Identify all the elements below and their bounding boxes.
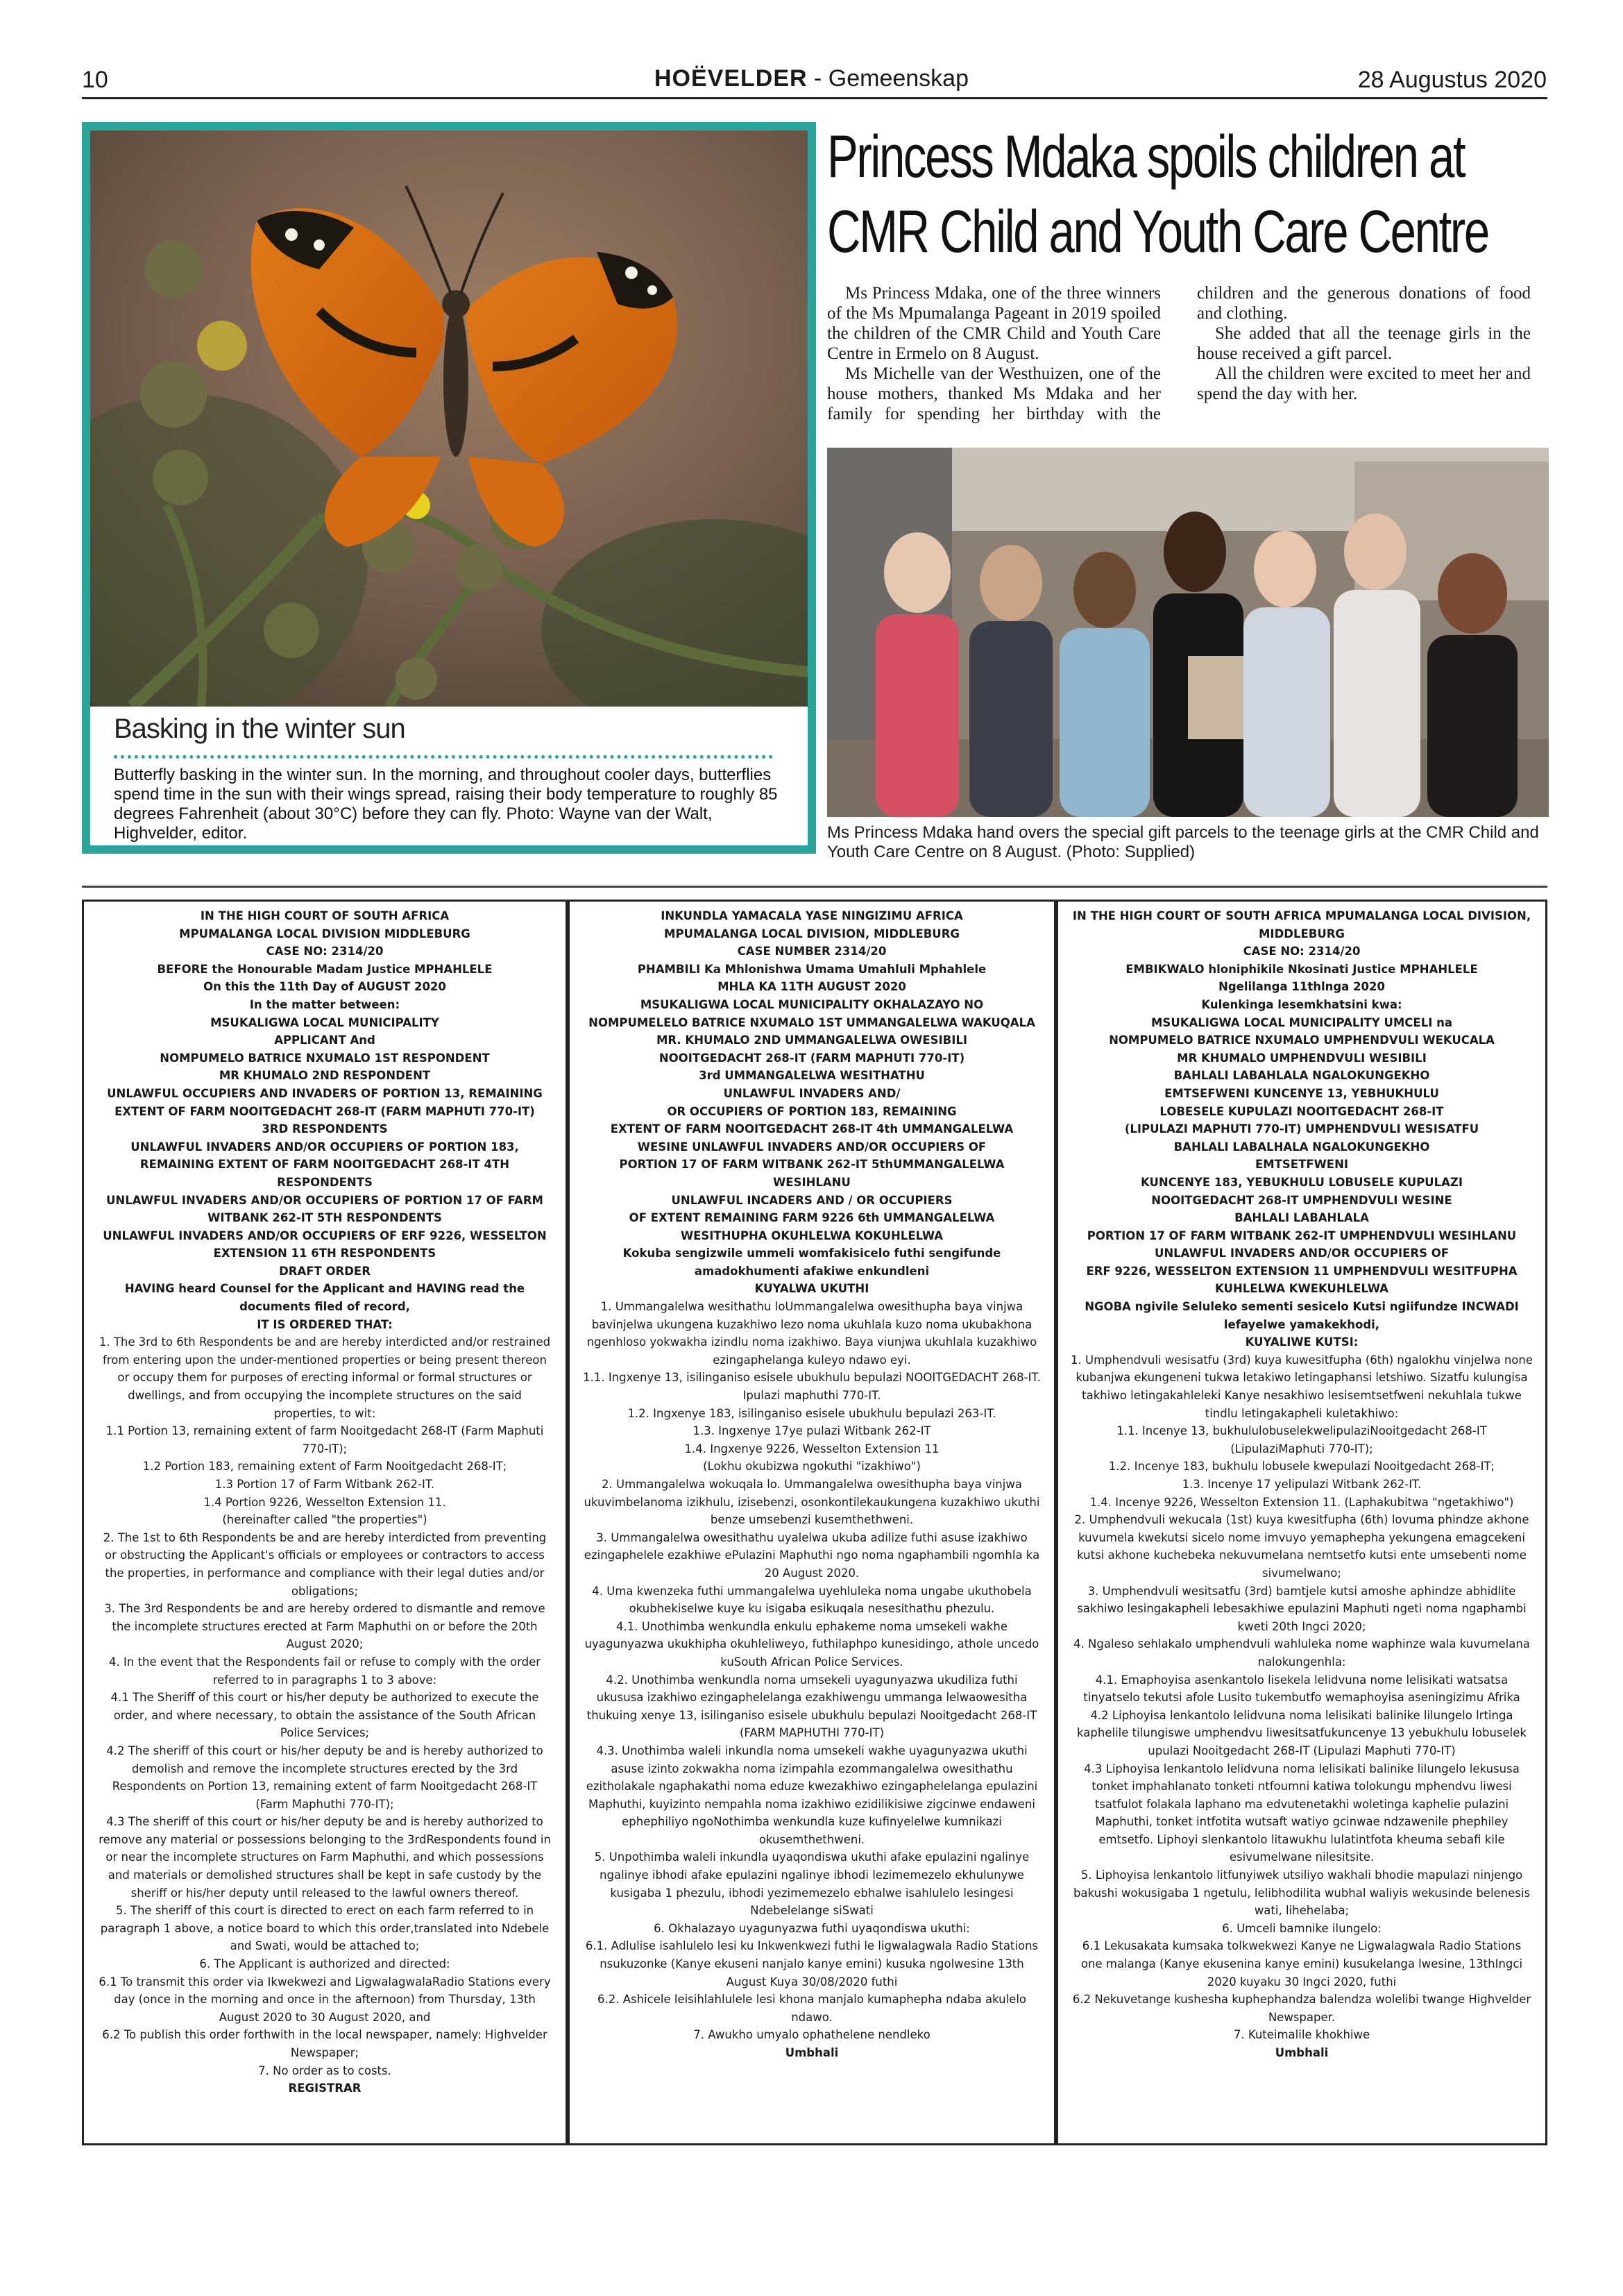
article-paragraph: Ms Michelle van der Westhuizen, one of the house mothers, thanked Ms Mdaka and her family for spending her birthday with the children and the generous donations of food and clothing. (827, 284, 1531, 423)
notice-line: MR. KHUMALO 2ND UMMANGALELWA OWESIBILI (656, 1033, 968, 1047)
notice-line: EMBIKWALO hloniphikile Nkosinati Justice MPHAHLELE (1125, 962, 1478, 976)
notice-line: 5. Unpothimba waleli inkundla uyaqondiswa ukuthi afake epulazini ngalinye ngalinye ibhodi afake epulazini ngalinye ibhodi lezimemezelo ekhulunywe kusigaba 1 phezulu, ibhodi yezimemezelo ebhalwe isahlulelo lesingesi Ndebelelange siSwati (594, 1850, 1030, 1918)
notice-line: MHLA KA 11TH AUGUST 2020 (717, 980, 906, 994)
notice-line: 3. Ummangalelwa owesithathu uyalelwa ukuba adilize futhi asuse izakhiwo ezingaphelele ezakhiwe ePulazini Maphuthi ngo noma ngaphambili ngomhla ka 20 August 2020. (584, 1530, 1040, 1580)
notice-line: 4.2 Liphoyisa lenkantolo lelidvuna noma lelisikati balinike lilungelo lrtinga kaphelile tilungiswe umphendvu liwesitsatfukuncenye 13 yebukhulu lobuselek upulazi Nooitgedacht 268-IT (Lipulazi Maphuti 770-IT) (1077, 1708, 1527, 1757)
notice-line: 4.3 Liphoyisa lenkantolo lelidvuna noma lelisikati balinike lilungelo lekususa tonket imphahlanato tonketi ntfoumni katiwa tolokungu mphendvu liwesi tsatfulot folakala laphano ma edvutenetakhi woletinga kaphelie pulazini Maphuthi, tonket intfotita wutsaft watiyo gcinwae ndzawenile phephiley emtsetfo. Liphoyi slenkantolo litawukhu lulatintfota kheuma sebafi kile esivumelwane nilesitsite. (1084, 1762, 1520, 1864)
notice-line: MSUKALIGWA LOCAL MUNICIPALITY (210, 1015, 439, 1029)
notice-line: BAHLALI LABAHLALA (1234, 1211, 1369, 1225)
article-paragraph: Ms Princess Mdaka, one of the three winners of the Ms Mpumalanga Pageant in 2019 spoiled the children of the CMR Child and Youth Care Centre in Ermelo on 8 August. (827, 284, 1161, 363)
notice-line: IT IS ORDERED THAT: (257, 1317, 393, 1331)
notice-line: KUNCENYE 183, YEBUKHULU LOBUSELE KUPULAZI (1141, 1175, 1463, 1189)
notice-line: EXTENT OF FARM NOOITGEDACHT 268-IT 4th UMMANGALELWA (610, 1122, 1014, 1136)
notice-line: OF EXTENT REMAINING FARM 9226 6th UMMANGALELWA (629, 1211, 995, 1225)
group-photo-caption: Ms Princess Mdaka hand overs the special gift parcels to the teenage girls at the CMR Child and Youth Care Centre on 8 August. (Photo: Supplied) (827, 823, 1539, 861)
notice-line: 6.2 Nekuvetange kushesha kuphephandza balendza wolelibi twange Highvelder Newspaper. (1072, 1993, 1531, 2024)
notice-line: 1.2 Portion 183, remaining extent of Farm Nooitgedacht 268-IT; (142, 1460, 507, 1474)
notice-line: MSUKALIGWA LOCAL MUNICIPALITY UMCELI na (1151, 1015, 1452, 1029)
legal-notice-ndebele (568, 900, 1056, 2145)
notice-line: CASE NO: 2314/20 (1243, 945, 1361, 959)
notice-line: OR OCCUPIERS OF PORTION 183, REMAINING (667, 1104, 957, 1118)
notice-line: Ngelilanga 11thlnga 2020 (1218, 980, 1385, 994)
notice-line: BAHLALI LABALHALA NGALOKUNGEKHO (1173, 1140, 1430, 1154)
notice-line: 1. Ummangalelwa wesithathu loUmmangalelwa owesithupha baya vinjwa bavinjelwa ukungena kuzakhiwo lezo noma ukuhlala kuzo noma ukubakhona ngenhloso yokwakha izindlu noma izakhiwo. Baya viunjwa ukuhlala kuzakhiwo ezingaphelanga kuleyo ndawo eyi. (586, 1300, 1037, 1367)
notice-line: 4.3. Unothimba waleli inkundla noma umsekeli wakhe uyagunyazwa ukuthi asuse izinto zokwakha noma izimpahla ezommangalelwa owesithathu ezitholakale ngaphakathi noma eduze kwezakhiwo ezingaphelelanga epulazini Maphuthi, kuyizinto nempahla noma izakhiwo ezidilikisiwe zigcinwe endaweni ephephiliyo ngoNothimba wenkundla kuze kufinyelelwe kumnikazi okusemthethweni. (586, 1744, 1038, 1846)
notice-line: 7. No order as to costs. (258, 2063, 391, 2077)
notice-line: 3. The 3rd Respondents be and are hereby ordered to dismantle and remove the incomplete structures erected at Farm Maphuthi on or before the 20th August 2020; (104, 1602, 545, 1651)
notice-line: (LIPULAZI MAPHUTI 770-IT) UMPHENDVULI WESISATFU (1124, 1122, 1479, 1136)
butterfly-photo-feature (82, 122, 816, 854)
notice-line: 1.2. Ingxenye 183, isilinganiso esisele ubukhulu bepulazi 263-IT. (627, 1406, 996, 1420)
notice-line: PORTION 17 OF FARM WITBANK 262-IT 5thUMMANGALELWA (619, 1158, 1005, 1172)
notice-line: 3. Umphendvuli wesitsatfu (3rd) bamtjele kutsi amoshe aphindze abhidlite sakhiwo lesingakapheli lebesakhiwe epulazini Maphuti ngeti noma ngaphambi kweti 20th Ingci 2020; (1077, 1584, 1527, 1633)
notice-line: In the matter between: (249, 997, 400, 1011)
notice-line: NOMPUMELELO BATRICE NXUMALO 1ST UMMANGALELWA WAKUQALA (588, 1015, 1035, 1029)
notice-line: UNLAWFUL INVADERS AND/OR OCCUPIERS OF ERF 9226, WESSELTON EXTENSION 11 6TH RESPONDENTS (103, 1229, 547, 1260)
notice-line: 4.3 The sheriff of this court or his/her deputy be and is hereby authorized to remove any material or possessions belonging to the 3rdRespondents found in or near the incomplete structures on Farm Maphuthi, and which possessions and materials or demolished structures shall be kept in safe custody by the sheriff or his/her deputy until released to the lawful owners thereof. (99, 1815, 551, 1900)
notice-line: 2. The 1st to 6th Respondents be and are hereby interdicted from preventing or obstructing the Applicant's officials or employees or contractors to access the properties, in performance and compliance with their legal duties and/or obligations; (103, 1530, 547, 1598)
publication-name: HOËVELDER (654, 65, 808, 92)
notice-line: 1.3. Incenye 17 yelipulazi Witbank 262-IT. (1182, 1478, 1422, 1491)
notice-line: Umbhali (785, 2046, 839, 2059)
butterfly-photo (90, 130, 808, 707)
notice-line: MR KHUMALO UMPHENDVULI WESIBILI (1177, 1051, 1427, 1065)
notice-line: 1.1 Portion 13, remaining extent of farm Nooitgedacht 268-IT (Farm Maphuti 770-IT); (105, 1424, 544, 1455)
notice-line: 2. Umphendvuli wekucala (1st) kuya kwesitfupha (6th) lovuma phindze akhone kuvumela kwekutsi sicelo nome imvuyo yemaphepha yekungena emagcekeni kutsi akhone kuchebeka nekuvumelana nemtsetfo kutsi ente umsebenti nome sivumelwano; (1074, 1513, 1529, 1580)
section-rule (82, 886, 1547, 888)
notice-line: 1. Umphendvuli wesisatfu (3rd) kuya kuwesitfupha (6th) ngalokhu vinjelwa none kubanjwa ekungeneni tukwa letakiwo letingaphansi letshiwo. Sizatfu kulungisa takhiwo letingakahleleki Kanye nesakhiwo lesisemtsetfweni nekuhlala tukwe tindlu letingakapheli kuletakhiwo: (1071, 1353, 1533, 1420)
notice-line: (Lokhu okubizwa ngokuthi "izakhiwo") (703, 1460, 921, 1474)
legal-notice-english (82, 900, 568, 2145)
notice-line: 6.2 To publish this order forthwith in the local newspaper, namely: Highvelder Newspaper; (102, 2028, 547, 2059)
issue-date: 28 Augustus 2020 (1357, 67, 1547, 93)
notice-line: WESINE UNLAWFUL INVADERS AND/OR OCCUPIERS OF (637, 1140, 987, 1154)
group-photo (827, 448, 1549, 817)
notice-line: NOOITGEDACHT 268-IT UMPHENDVULI WESINE (1151, 1193, 1452, 1207)
notice-line: 1.1. Ingxenye 13, isilinganiso esisele ubukhulu bepulazi NOOITGEDACHT 268-IT. Ipulazi maphuthi 770-IT. (583, 1371, 1041, 1403)
photo-caption-text: Butterfly basking in the winter sun. In the morning, and throughout cooler days, butterflies spend time in the sun with their wings spread, raising their body temperature to roughly 85 degrees Fahrenheit (about 30°C) before they can fly. Photo: Wayne van der Walt, Highvelder, editor. (114, 766, 778, 843)
notice-line: KUYALWA UKUTHI (754, 1282, 869, 1296)
notice-line: 7. Kuteimalile khokhiwe (1233, 2028, 1370, 2042)
notice-line: On this the 11th Day of AUGUST 2020 (203, 980, 446, 994)
notice-line: MR KHUMALO 2ND RESPONDENT (219, 1069, 431, 1083)
notice-line: 6.1 Lekusakata kumsaka tolkwekwezi Kanye ne Ligwalagwala Radio Stations one malanga (Kanye ekusenina kanye emini) kusukelanga lwesine, 13thIngci 2020 kuyaku 30 Ingci 2020, futhi (1080, 1939, 1523, 1989)
notice-line: 7. Awukho umyalo ophathelene nendleko (693, 2028, 931, 2042)
notice-line: UNLAWFUL INVADERS AND/OR OCCUPIERS OF (1154, 1247, 1450, 1260)
notice-line: 4.1. Emaphoyisa asenkantolo lisekela lelidvuna nome lelisikati watsatsa tinyatselo tekutsi afole Lusito tukembutfo wemaphoyisa aseningizimu Afrika (1083, 1673, 1520, 1705)
section-name: - Gemeenskap (807, 65, 969, 92)
notice-line: MPUMALANGA LOCAL DIVISION MIDDLEBURG (179, 927, 470, 940)
article-paragraph: All the children were excited to meet her and spend the day with her. (1197, 364, 1531, 403)
notice-line: UNLAWFUL OCCUPIERS AND INVADERS OF PORTION 13, REMAINING EXTENT OF FARM NOOITGEDACHT 268-IT (FARM MAPHUTI 770-IT) (107, 1086, 543, 1118)
header-rule (82, 97, 1547, 99)
notice-line: 1.3 Portion 17 of Farm Witbank 262-IT. (214, 1478, 435, 1491)
notice-line: KUYALIWE KUTSI: (1245, 1335, 1359, 1349)
notice-line: 1.2. Incenye 183, bukhulu lobusele kwepulazi Nooitgedacht 268-IT; (1108, 1460, 1495, 1474)
notice-line: 3RD RESPONDENTS (262, 1122, 388, 1136)
notice-line: Kulenkinga lesemkhatsini kwa: (1201, 997, 1402, 1011)
notice-line: 4. Uma kwenzeka futhi ummangalelwa uyehluleka noma ungabe ukuthobela okubhekiselwe kuye ku isigaba esikuqala nesesithathu phezulu. (592, 1584, 1032, 1616)
notice-line: 4. Ngaleso sehlakalo umphendvuli wahluleka nome waphinze wala kuvumelana nalokungenhla: (1073, 1637, 1530, 1669)
notice-line: ERF 9226, WESSELTON EXTENSION 11 UMPHENDVULI WESITFUPHA (1086, 1264, 1518, 1278)
notice-line: NOMPUMELO BATRICE NXUMALO 1ST RESPONDENT (160, 1051, 490, 1065)
notice-line: LOBESELE KUPULAZI NOOITGEDACHT 268-IT (1159, 1104, 1444, 1118)
notice-line: Umbhali (1275, 2046, 1329, 2059)
page-number: 10 (82, 67, 108, 93)
article-paragraph: She added that all the teenage girls in the house received a gift parcel. (1197, 324, 1531, 363)
notice-line: NOMPUMELO BATRICE NXUMALO UMPHENDVULI WEKUCALA (1109, 1033, 1495, 1047)
notice-line: 5. The sheriff of this court is directed to erect on each farm referred to in paragraph 1 above, a notice board to which this order,translated into Ndebele and Swati, would be attached to; (100, 1904, 550, 1953)
notice-line: BEFORE the Honourable Madam Justice MPHAHLELE (157, 962, 493, 976)
notice-line: (hereinafter called "the properties") (222, 1513, 427, 1527)
notice-line: CASE NO: 2314/20 (266, 945, 384, 959)
notice-line: MPUMALANGA LOCAL DIVISION, MIDDLEBURG (664, 927, 960, 940)
notice-line: 6.1. Adlulise isahlulelo lesi ku Inkwenkwezi futhi le ligwalagwala Radio Stations nsukuzonke (Kanye ekuseni nanjalo kanye emini) kusuka ngolwesine 13th August Kuya 30/08/2020 futhi (585, 1939, 1039, 1989)
notice-line: INKUNDLA YAMACALA YASE NINGIZIMU AFRICA (661, 909, 963, 922)
notice-line: UNLAWFUL INVADERS AND/OR OCCUPIERS OF PORTION 17 OF FARM WITBANK 262-IT 5TH RESPONDENTS (106, 1193, 543, 1225)
notice-line: 6. Umceli bamnike ilungelo: (1222, 1921, 1382, 1935)
notice-line: 6. Okhalazayo uyagunyazwa futhi uyaqondiswa ukuthi: (654, 1921, 970, 1935)
notice-line: 4.1 The Sheriff of this court or his/her deputy be authorized to execute the order, and where necessary, to obtain the assistance of the South African Police Services; (110, 1691, 539, 1740)
notice-line: UNLAWFUL INVADERS AND/OR OCCUPIERS OF PORTION 183, REMAINING EXTENT OF FARM NOOITGEDACHT 268-IT 4TH RESPONDENTS (130, 1140, 519, 1189)
notice-line: DRAFT ORDER (279, 1264, 371, 1278)
notice-line: NOOITGEDACHT 268-IT (FARM MAPHUTI 770-IT) (658, 1051, 965, 1065)
notice-line: 1.4. Ingxenye 9226, Wesselton Extension 11 (684, 1442, 940, 1455)
notice-line: 3rd UMMANGALELWA WESITHATHU (699, 1069, 925, 1083)
notice-line: CASE NUMBER 2314/20 (737, 945, 887, 959)
notice-line: MSUKALIGWA LOCAL MUNICIPALITY OKHALAZAYO NO (640, 997, 984, 1011)
article-body (827, 283, 1531, 424)
notice-line: 5. Liphoyisa lenkantolo litfunyiwek utsiliyo wakhali bhodie mapulazi ninjengo bakushi wokusigaba 1 ngetulu, lelibhodilita wubhal waliyis wekusinde belenesis wati, lihehelaba; (1073, 1868, 1531, 1918)
notice-line: KUHLELWA KWEKUHLELWA (1215, 1282, 1388, 1296)
notice-line: HAVING heard Counsel for the Applicant and HAVING read the documents filed of record, (124, 1282, 525, 1314)
notice-line: APPLICANT And (274, 1033, 375, 1047)
notice-line: 1.4. Incenye 9226, Wesselton Extension 11. (Laphakubitwa "ngetakhiwo") (1089, 1495, 1514, 1509)
notice-line: EMTSEFWENI KUNCENYE 13, YEBHUKHULU (1164, 1086, 1439, 1100)
notice-line: 6.2. Ashicele leisihlahlulele lesi khona manjalo kumaphepha ndaba akulelo ndawo. (597, 1993, 1027, 2024)
notice-line: 6. The Applicant is authorized and directed: (199, 1957, 450, 1971)
notice-line: BAHLALI LABAHLALA NGALOKUNGEKHO (1173, 1069, 1430, 1083)
notice-line: WESITHUPHA OKUHLELWA KOKUHLELWA (680, 1229, 944, 1242)
notice-line: 4.2. Unothimba wenkundla noma umsekeli uyagunyazwa ukudiliza futhi ukususa izakhiwo ezingaphelelanga ezakhiwengu ummanga lelwaowesitha thukuing xenye 13, isilinganiso esisele ubukhulu bepulazi Nooitgedacht 268-IT (FARM MAPHUTHI 770-IT) (586, 1673, 1037, 1740)
article-headline: Princess Mdaka spoils children at CMR Child and Youth Care Centre (827, 124, 1488, 265)
notice-line: IN THE HIGH COURT OF SOUTH AFRICA MPUMALANGA LOCAL DIVISION, MIDDLEBURG (1072, 909, 1531, 940)
notice-line: 4.2 The sheriff of this court or his/her deputy be and is hereby authorized to demolish and remove the incomplete structures erected by the 3rd Respondents on Portion 13, remaining extent of farm Nooitgedacht 268-IT (Farm Maphuthi 770-IT); (106, 1744, 543, 1811)
notice-line: IN THE HIGH COURT OF SOUTH AFRICA (200, 909, 450, 922)
notice-line: EMTSETFWENI (1255, 1158, 1349, 1172)
caption-dotted-rule (114, 755, 773, 759)
notice-line: WESIHLANU (773, 1175, 851, 1189)
notice-line: 1.1. Incenye 13, bukhululobuselekwelipulaziNooitgedacht 268-IT (LipulaziMaphuti 770-IT); (1116, 1424, 1487, 1455)
notice-line: PORTION 17 OF FARM WITBANK 262-IT UMPHENDVULI WESIHLANU (1087, 1229, 1517, 1242)
legal-notice-swati (1056, 900, 1547, 2145)
notice-line: PHAMBILI Ka Mhlonishwa Umama Umahluli Mphahlele (637, 962, 987, 976)
notice-line: Kokuba sengizwile ummeli womfakisicelo futhi sengifunde amadokhumenti afakiwe enkundleni (622, 1247, 1001, 1278)
photo-caption-title: Basking in the winter sun (114, 714, 405, 744)
notice-line: 1.4 Portion 9226, Wesselton Extension 11. (203, 1495, 446, 1509)
notice-line: UNLAWFUL INCADERS AND / OR OCCUPIERS (671, 1193, 953, 1207)
notice-line: 2. Ummangalelwa wokuqala lo. Ummangalelwa owesithupha baya vinjwa ukuvimbelanoma izikhulu, izisebenzi, osonkontilekaukungena kuzakhiwo ukuthi benze umsebenzi kusemthethweni. (584, 1478, 1040, 1527)
notice-line: UNLAWFUL INVADERS AND/ (723, 1086, 901, 1100)
notice-line: 4. In the event that the Respondents fail or refuse to comply with the order referred to in paragraphs 1 to 3 above: (108, 1655, 541, 1687)
notice-line: 6.1 To transmit this order via Ikwekwezi and LigwalagwalaRadio Stations every day (once in the morning and once in the afternoon) from Thursday, 13th August 2020 to 30 August 2020, and (99, 1975, 551, 2024)
notice-line: 4.1. Unothimba wenkundla enkulu ephakeme noma umsekeli wakhe uyagunyazwa ukukhipha okuhleliweyo, futhilaphpo kunesidingo, athole uncedo kuSouth African Police Services. (584, 1619, 1039, 1669)
notice-line: 1.3. Ingxenye 17ye pulazi Witbank 262-IT (692, 1424, 931, 1438)
notice-line: REGISTRAR (288, 2082, 362, 2095)
notice-line: NGOBA ngivile Seluleko sementi sesicelo Kutsi ngiifundze INCWADI lefayelwe yamakekhodi, (1085, 1300, 1519, 1331)
notice-line: 1. The 3rd to 6th Respondents be and are hereby interdicted and/or restrained from entering upon the under-mentioned properties or being present thereon or occupy them for purposes of erecting informal or formal structures or dwellings, and from occupying the incomplete structures on the said properties, to wit: (99, 1335, 551, 1420)
